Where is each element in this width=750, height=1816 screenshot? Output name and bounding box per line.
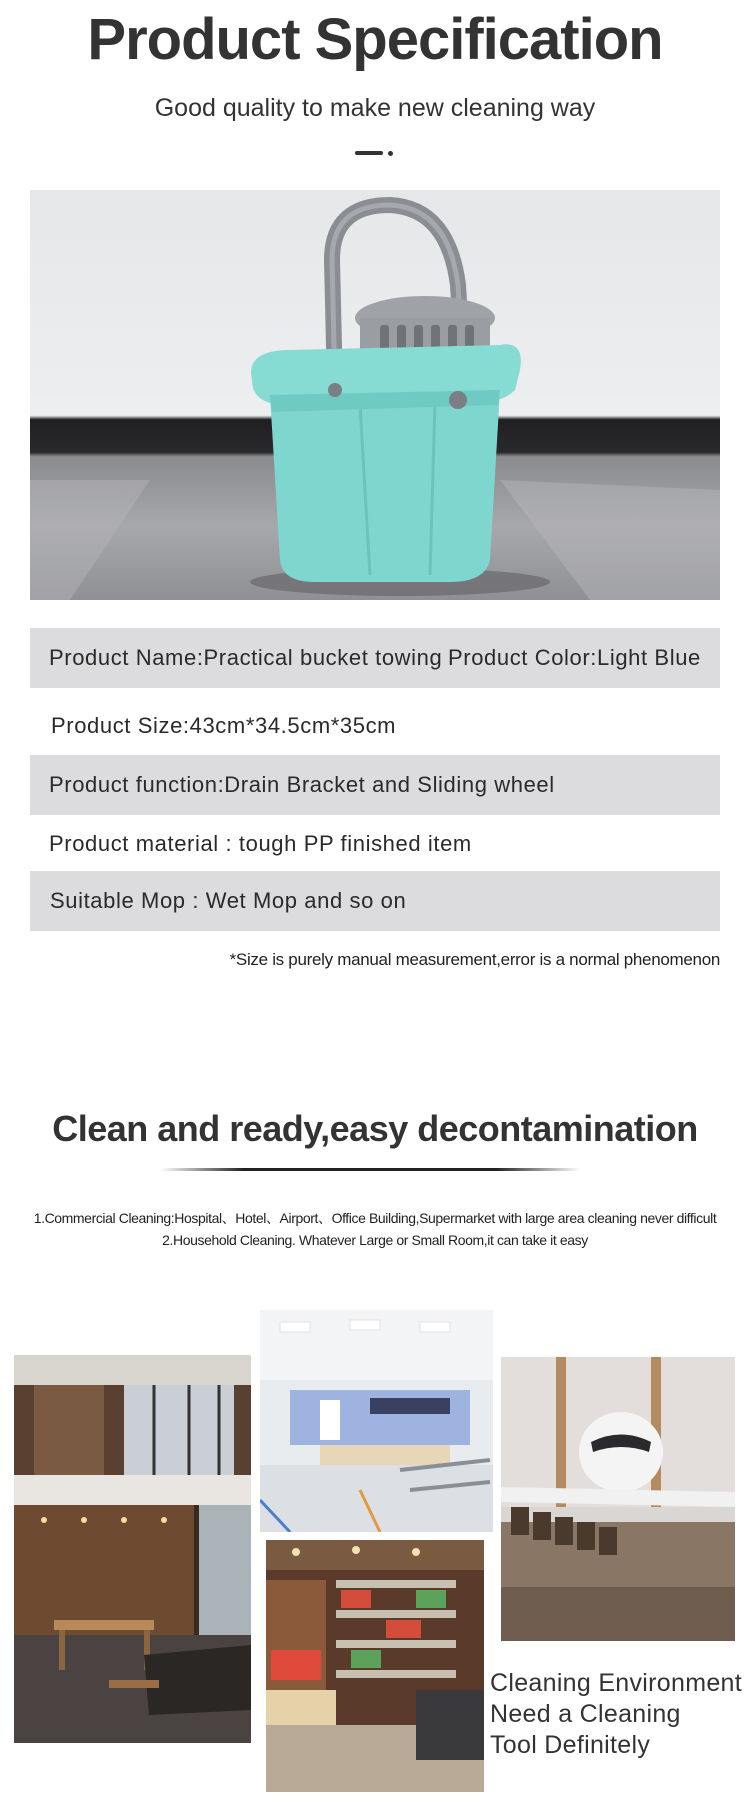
page-title: Product Specification <box>87 7 663 72</box>
spec-name-value: Practical bucket towing <box>203 645 443 670</box>
spec-size-label: Product Size: <box>51 713 190 738</box>
section-underline <box>160 1168 580 1171</box>
usage-line-commercial: 1.Commercial Cleaning:Hospital、Hotel、Airport、Office Building,Supermarket with large area cleaning never difficult <box>33 1210 717 1226</box>
spec-material <box>49 814 472 874</box>
spec-mop <box>50 871 406 931</box>
spec-function-value: Drain Bracket and Sliding wheel <box>224 772 555 797</box>
spec-material-value: tough PP finished item <box>238 831 472 856</box>
spec-size-value: 43cm*34.5cm*35cm <box>189 713 397 738</box>
spec-color <box>448 628 701 688</box>
environment-caption <box>490 1668 742 1761</box>
page-subtitle: Good quality to make new cleaning way <box>154 94 596 122</box>
environment-caption-line-3: Tool Definitely <box>490 1731 651 1759</box>
spec-row-material <box>30 814 720 874</box>
title-divider <box>355 151 383 155</box>
size-disclaimer: *Size is purely manual measurement,error is a normal phenomenon <box>229 950 720 969</box>
usage-line-household: 2.Household Cleaning. Whatever Large or Small Room,it can take it easy <box>162 1232 588 1248</box>
spec-name-label: Product Name: <box>49 645 204 670</box>
product-photo <box>30 190 720 600</box>
spec-function-label: Product function: <box>49 772 225 797</box>
living-room-photo <box>14 1355 251 1743</box>
spec-row-size <box>30 696 720 756</box>
spec-row-function <box>30 755 720 815</box>
airport-photo <box>501 1357 735 1641</box>
spec-size <box>51 696 396 756</box>
spec-color-label: Product Color: <box>448 645 598 670</box>
spec-mop-value: Wet Mop and so on <box>205 888 407 913</box>
section-title: Clean and ready,easy decontamination <box>52 1108 698 1149</box>
hospital-photo <box>260 1310 493 1532</box>
spec-material-label: Product material : <box>49 831 239 856</box>
mop-bucket-illustration <box>30 190 720 600</box>
spec-mop-label: Suitable Mop : <box>50 888 206 913</box>
environment-caption-line-1: Cleaning Environment <box>490 1669 742 1697</box>
title-divider-dot <box>388 151 393 156</box>
spec-name <box>49 628 442 688</box>
spec-color-value: Light Blue <box>597 645 701 670</box>
environment-caption-line-2: Need a Cleaning <box>490 1700 681 1728</box>
supermarket-photo <box>266 1540 484 1792</box>
spec-row-mop <box>30 871 720 931</box>
spec-function <box>49 755 555 815</box>
spec-row-name-color <box>30 628 720 688</box>
